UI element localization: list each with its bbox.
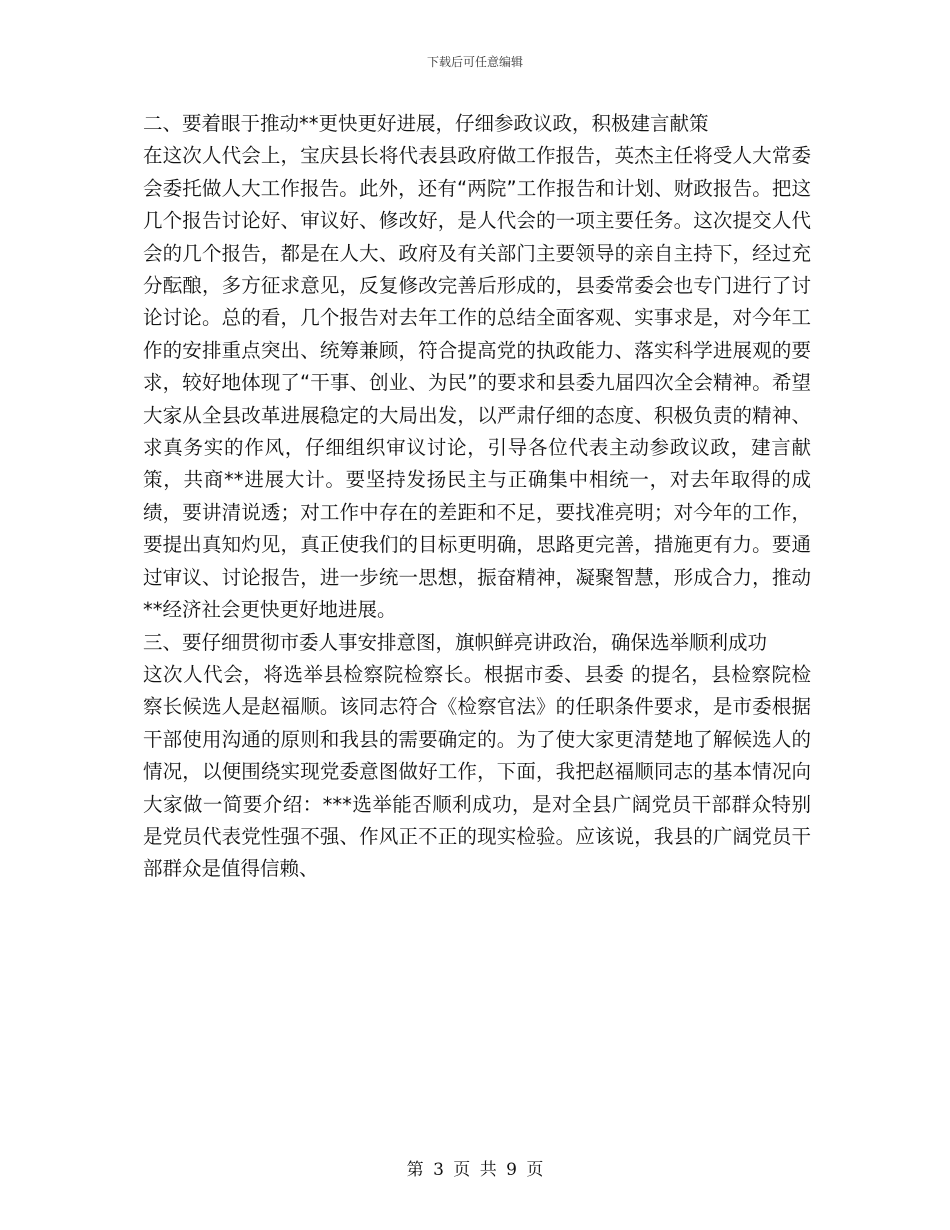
section-2-heading: 二、要着眼于推动**更快更好进展，仔细参政议政，积极建言献策: [143, 112, 709, 135]
page-content: [143, 108, 811, 886]
page-footer: 第 3 页 共 9 页: [406, 1160, 544, 1180]
page-header: 下载后可任意编辑: [426, 55, 523, 69]
section-3-body: 这次人代会，将选举县检察院检察长。根据市委、县委 的提名，县检察院检察长候选人是赵福顺。该同志符合《检察官法》的任职条件要求，是市委根据干部使用沟通的原则和我县的需要确定的。为了使大家更清楚地了解候选人的情况，以便围绕实现党委意图做好工作，下面，我把赵福顺同志的基本情况向大家做一简要介绍：***选举能否顺利成功，是对全县广阔党员干部群众特别是党员代表党性强不强、作风正不正的现实检验。应该说，我县的广阔党员干部群众是值得信赖、: [143, 662, 811, 881]
section-2-body: 在这次人代会上，宝庆县长将代表县政府做工作报告，英杰主任将受人大常委会委托做人大工作报告。此外，还有“两院”工作报告和计划、财政报告。把这几个报告讨论好、审议好、修改好，是人代会的一项主要任务。这次提交人代会的几个报告，都是在人大、政府及有关部门主要领导的亲自主持下，经过充分酝酿，多方征求意见，反复修改完善后形成的，县委常委会也专门进行了讨论讨论。总的看，几个报告对去年工作的总结全面客观、实事求是，对今年工作的安排重点突出、统筹兼顾，符合提高党的执政能力、落实科学进展观的要求，较好地体现了“干事、创业、为民”的要求和县委九届四次全会精神。希望大家从全县改革进展稳定的大局出发，以严肃仔细的态度、积极负责的精神、求真务实的作风，仔细组织审议讨论，引导各位代表主动参政议政，建言献策，共商**进展大计。要坚持发扬民主与正确集中相统一，对去年取得的成绩，要讲清说透；对工作中存在的差距和不足，要找准亮明；对今年的工作，要提出真知灼见，真正使我们的目标更明确，思路更完善，措施更有力。要通过审议、讨论报告，进一步统一思想，振奋精神，凝聚智慧，形成合力，推动**经济社会更快更好地进展。: [143, 144, 811, 622]
section-3-heading: 三、要仔细贯彻市委人事安排意图，旗帜鲜亮讲政治，确保选举顺利成功: [143, 630, 768, 654]
